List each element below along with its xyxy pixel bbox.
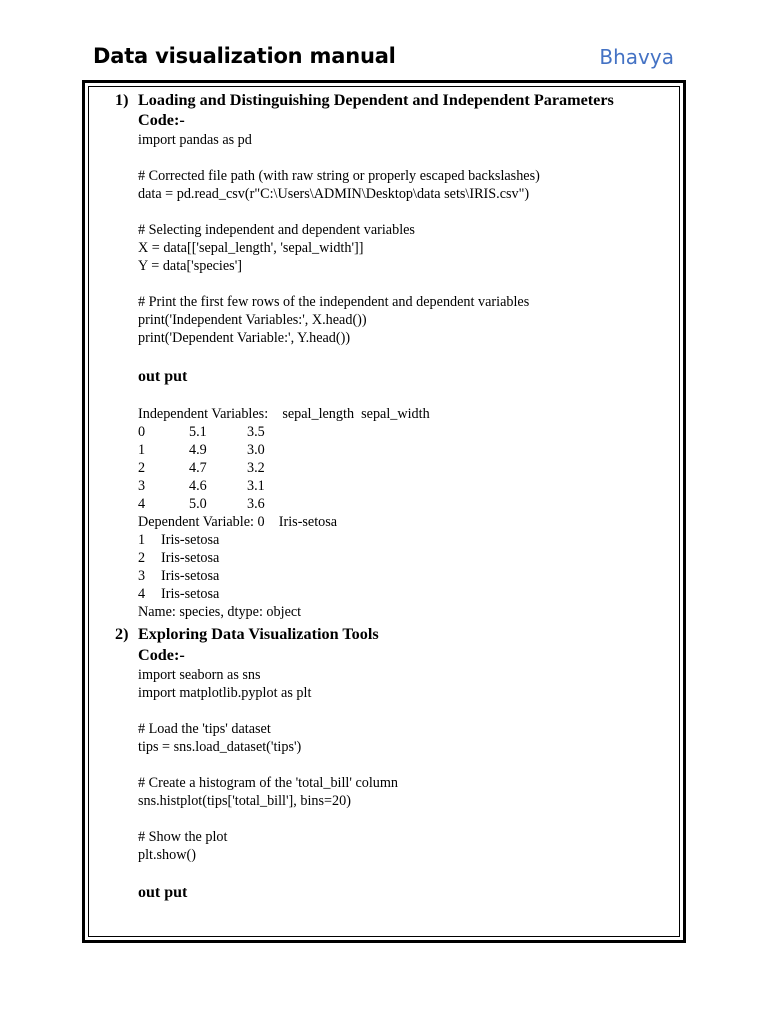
sepal-width-cell: 3.6: [247, 496, 265, 512]
code-line: print('Independent Variables:', X.head()): [138, 312, 367, 328]
row-index: 3: [138, 478, 146, 494]
section-2-number: 2): [115, 625, 129, 643]
code-line: # Print the first few rows of the independent and dependent variables: [138, 294, 530, 310]
code-line: Y = data['species']: [138, 258, 242, 274]
author-name: Bhavya: [599, 45, 674, 69]
sepal-width-cell: 3.1: [247, 478, 265, 494]
content-frame: [82, 80, 686, 943]
row-index: 0: [138, 424, 146, 440]
section-1-title: Loading and Distinguishing Dependent and Independent Parameters: [138, 91, 614, 109]
code-line: plt.show(): [138, 847, 196, 863]
sepal-length-cell: 4.6: [189, 478, 207, 494]
dependent-header-line: Dependent Variable: 0 Iris-setosa: [138, 514, 338, 530]
row-index: 4: [138, 496, 146, 512]
section-2-title: Exploring Data Visualization Tools: [138, 625, 379, 643]
row-index: 2: [138, 460, 146, 476]
species-cell: Iris-setosa: [161, 586, 220, 602]
section-1-output-label: out put: [138, 368, 188, 385]
code-line: # Corrected file path (with raw string or properly escaped backslashes): [138, 168, 540, 184]
code-line: # Show the plot: [138, 829, 228, 845]
row-index: 3: [138, 568, 146, 584]
section-1-heading: [115, 91, 614, 110]
sepal-length-cell: 5.0: [189, 496, 207, 512]
output-header-line: Independent Variables: sepal_length sepal_width: [138, 406, 430, 422]
section-2-output-label: out put: [138, 884, 188, 901]
row-index: 4: [138, 586, 146, 602]
row-index: 1: [138, 442, 146, 458]
sepal-width-cell: 3.5: [247, 424, 265, 440]
species-cell: Iris-setosa: [161, 568, 220, 584]
code-line: # Selecting independent and dependent variables: [138, 222, 415, 238]
page-title: Data visualization manual: [93, 44, 396, 68]
species-cell: Iris-setosa: [161, 532, 220, 548]
sepal-width-cell: 3.2: [247, 460, 265, 476]
code-line: # Create a histogram of the 'total_bill' column: [138, 775, 399, 791]
row-index: 1: [138, 532, 146, 548]
sepal-length-cell: 4.7: [189, 460, 207, 476]
sepal-length-cell: 5.1: [189, 424, 207, 440]
code-line: import seaborn as sns: [138, 667, 261, 683]
row-index: 2: [138, 550, 146, 566]
code-line: data = pd.read_csv(r"C:\Users\ADMIN\Desktop\data sets\IRIS.csv"): [138, 186, 530, 202]
code-line: X = data[['sepal_length', 'sepal_width']]: [138, 240, 364, 256]
code-line: sns.histplot(tips['total_bill'], bins=20): [138, 793, 351, 809]
code-line: print('Dependent Variable:', Y.head()): [138, 330, 351, 346]
section-1-code-label: Code:-: [138, 111, 185, 129]
code-line: # Load the 'tips' dataset: [138, 721, 271, 737]
dtype-line: Name: species, dtype: object: [138, 604, 302, 620]
code-line: import matplotlib.pyplot as plt: [138, 685, 312, 701]
code-line: import pandas as pd: [138, 132, 252, 148]
section-2-heading: [115, 625, 379, 644]
section-1-number: 1): [115, 91, 129, 109]
species-cell: Iris-setosa: [161, 550, 220, 566]
sepal-length-cell: 4.9: [189, 442, 207, 458]
section-2-code-label: Code:-: [138, 646, 185, 664]
code-line: tips = sns.load_dataset('tips'): [138, 739, 302, 755]
sepal-width-cell: 3.0: [247, 442, 265, 458]
